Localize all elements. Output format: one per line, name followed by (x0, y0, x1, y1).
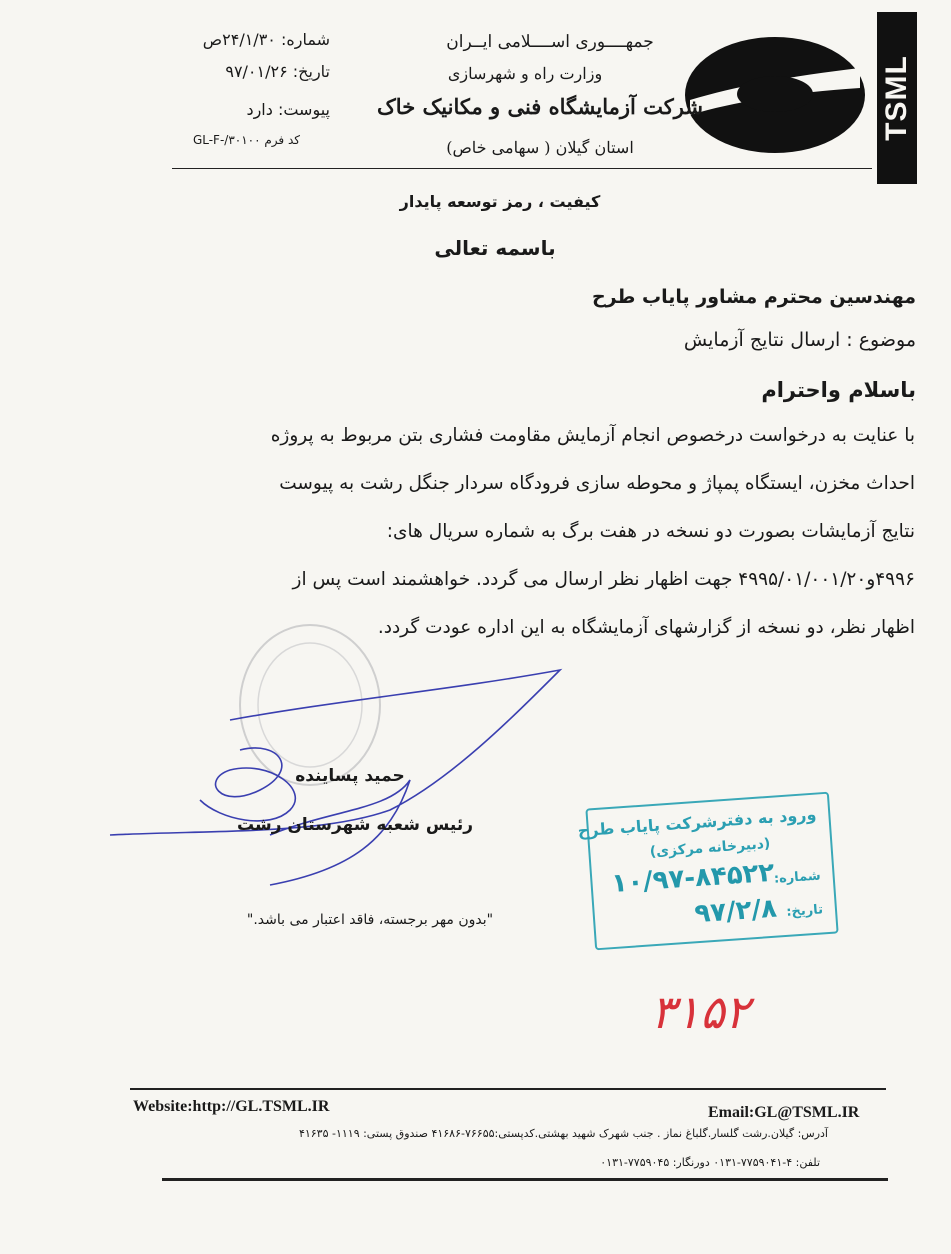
validity-note: "بدون مهر برجسته، فاقد اعتبار می باشد." (246, 912, 494, 928)
form-code: کد فرم GL-F-/۳۰۱۰۰ (192, 133, 300, 147)
republic-title: جمهــــوری اســــلامی ایــران (446, 32, 654, 52)
recipient: مهندسین محترم مشاور پایاب طرح (591, 286, 916, 308)
signature-scribble (90, 660, 590, 920)
stamp-number-label: شماره: (773, 868, 822, 887)
header-divider (172, 168, 872, 169)
ministry-title: وزارت راه و شهرسازی (447, 64, 603, 83)
stamp-date-value: ۹۷/۲/۸ (693, 893, 778, 930)
letter-body (125, 412, 915, 652)
signatory-title: رئیس شعبه شهرستان رشت (236, 815, 474, 835)
company-title: شرکت آزمایشگاه فنی و مکانیک خاک (377, 94, 703, 119)
logo-bar (877, 12, 917, 184)
greeting: باسلام واحترام (761, 378, 916, 402)
body-line: اظهار نظر، دو نسخه از گزارشهای آزمایشگاه به این اداره عودت گردد. (377, 617, 915, 638)
letter-date: تاریخ: ۹۷/۰۱/۲۶ (225, 62, 330, 81)
body-line: نتایج آزمایشات بصورت دو نسخه در هفت برگ به شماره سریال های: (386, 521, 915, 542)
stamp-title: ورود به دفترشرکت پایاب طرح (577, 804, 817, 841)
slogan: کیفیت ، رمز توسعه پایدار (399, 192, 601, 211)
footer-email[interactable]: Email:GL@TSML.IR (708, 1104, 860, 1121)
body-line: ۴۹۹۶و۴۹۹۵/۰۱/۰۰۱/۲۰ جهت اظهار نظر ارسال می گردد. خواهشمند است پس از (292, 569, 915, 590)
stamp-number-value: ۱۰/۹۷-۸۴۵۲۲ (610, 857, 776, 900)
province-title: استان گیلان ( سهامی خاص) (446, 138, 634, 157)
subject: موضوع : ارسال نتایج آزمایش (683, 329, 916, 351)
footer-divider-bottom (162, 1178, 888, 1181)
handwritten-number: ۳۱۵۲ (650, 985, 750, 1039)
footer-phone: تلفن: ۴-۷۷۵۹۰۴۱-۰۱۳۱ دورنگار: ۷۷۵۹۰۴۵-۰۱۳۱ (600, 1156, 820, 1169)
reception-stamp (577, 792, 838, 951)
body-line: با عنایت به درخواست درخصوص انجام آزمایش مقاومت فشاری بتن مربوط به پروژه (270, 425, 915, 446)
logo-text: TSML (880, 55, 913, 141)
stamp-date-label: تاریخ: (785, 902, 824, 920)
invocation: باسمه تعالی (434, 236, 556, 260)
body-line: احداث مخزن، ایستگاه پمپاژ و محوطه سازی فرودگاه سردار جنگل رشت به پیوست (279, 473, 915, 494)
footer-divider-top (130, 1088, 886, 1090)
stamp-subtitle: (دبیرخانه مرکزی) (649, 835, 771, 861)
signatory-name: حمید پساینده (295, 766, 405, 786)
letter-number: شماره: ۲۴/۱/۳۰ص (202, 30, 330, 49)
footer-website[interactable]: Website:http://GL.TSML.IR (133, 1098, 330, 1115)
footer-address: آدرس: گیلان.رشت گلسار.گلباغ نماز . جنب شهرک شهید بهشتی.کدپستی:۷۶۶۵۵-۴۱۶۸۶ صندوق پستی: ۱۱۱۹- ۴۱۶۳۵ (298, 1127, 828, 1140)
letter-attachment: پیوست: دارد (246, 100, 330, 119)
